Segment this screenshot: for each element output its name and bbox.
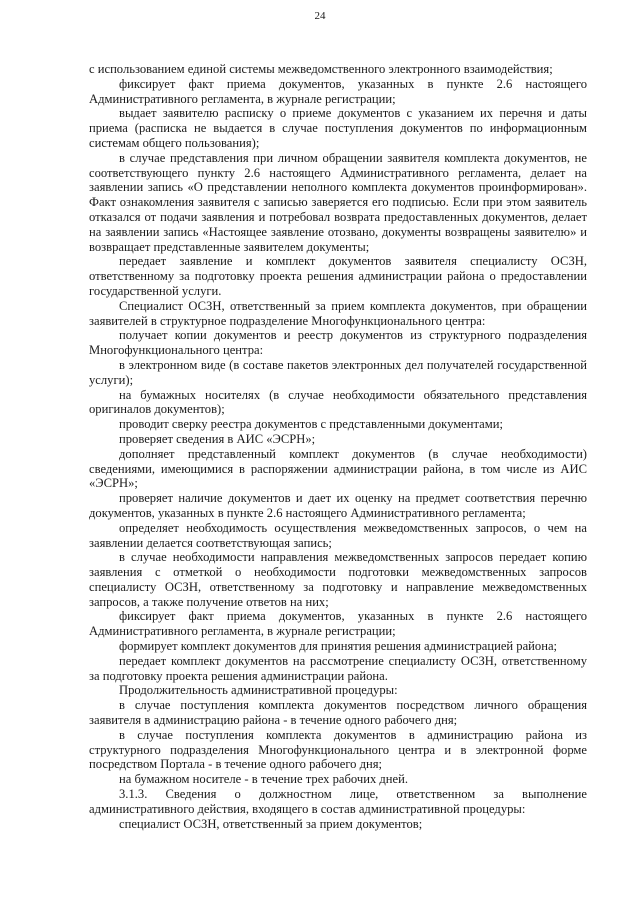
paragraph: формирует комплект документов для принятия решения администрацией района;: [119, 639, 558, 654]
paragraph: проводит сверку реестра документов с представленными документами;: [119, 417, 503, 432]
paragraph: выдает заявителю расписку о приеме документов с указанием их перечня и даты приема (расписка не выдается в случае поступления документов по информационным системам общего пользования);: [89, 106, 587, 150]
paragraph: фиксирует факт приема документов, указанных в пункте 2.6 настоящего Административного регламента, в журнале регистрации;: [89, 76, 587, 106]
paragraph: передает комплект документов на рассмотрение специалисту ОСЗН, ответственному за подготовку проекта решения администрации района.: [89, 653, 587, 683]
paragraph: в случае представления при личном обращении заявителя комплекта документов, не соответствующего пункту 2.6 настоящего Административного регламента, делает на заявлении запись «О представлении неполного комплекта документов проинформирован». Факт ознакомления заявителя с записью заверяется его подписью. Если при этом заявитель отказался от подачи заявления и потребовал возврата предоставленных документов, делает на заявлении запись «Настоящее заявление отозвано, документы возвращены заявителю» и возвращает представленные заявителем документы;: [89, 150, 587, 254]
paragraph: в случае необходимости направления межведомственных запросов передает копию заявления с отметкой о необходимости подготовки межведомственных запросов специалисту ОСЗН, ответственному за подготовку и направление межведомственных запросов, а также получение ответов на них;: [89, 550, 587, 609]
paragraph: передает заявление и комплект документов заявителя специалисту ОСЗН, ответственному за подготовку проекта решения администрации района о предоставлении государственной услуги.: [89, 254, 587, 298]
paragraph: в случае поступления комплекта документов в администрацию района из структурного подразделения Многофункционального центра и в электронной форме посредством Портала - в течение одного рабочего дня;: [89, 727, 587, 772]
paragraph: на бумажных носителях (в случае необходимости обязательного представления оригиналов документов);: [89, 387, 587, 417]
page-number: 24: [314, 10, 326, 22]
paragraph: 3.1.3. Сведения о должностном лице, ответственном за выполнение административного действия, входящего в состав административной процедуры:: [89, 787, 587, 816]
paragraph: в случае поступления комплекта документов посредством личного обращения заявителя в администрацию района - в течение одного рабочего дня;: [89, 698, 587, 728]
paragraph: получает копии документов и реестр документов из структурного подразделения Многофункционального центра:: [89, 328, 587, 358]
paragraph-continuation: с использованием единой системы межведомственного электронного взаимодействия;: [89, 62, 553, 76]
paragraph: на бумажном носителе - в течение трех рабочих дней.: [119, 772, 409, 787]
paragraph: проверяет наличие документов и дает их оценку на предмет соответствия перечню документов, указанных в пункте 2.6 настоящего Административного регламента;: [89, 491, 587, 520]
paragraph: определяет необходимость осуществления межведомственных запросов, о чем на заявлении делается соответствующая запись;: [89, 520, 587, 550]
paragraph: Продолжительность административной процедуры:: [119, 683, 398, 698]
paragraph: фиксирует факт приема документов, указанных в пункте 2.6 настоящего Административного регламента, в журнале регистрации;: [89, 609, 587, 639]
paragraph: в электронном виде (в составе пакетов электронных дел получателей государственной услуги);: [89, 357, 587, 387]
paragraph: специалист ОСЗН, ответственный за прием документов;: [119, 816, 423, 831]
paragraph: дополняет представленный комплект документов (в случае необходимости) сведениями, имеющимися в распоряжении администрации района, в том числе из АИС «ЭСРН»;: [89, 446, 587, 491]
body-text: [89, 62, 587, 831]
paragraph: Специалист ОСЗН, ответственный за прием комплекта документов, при обращении заявителей в структурное подразделение Многофункционального центра:: [89, 298, 587, 328]
paragraph: проверяет сведения в АИС «ЭСРН»;: [119, 431, 316, 446]
